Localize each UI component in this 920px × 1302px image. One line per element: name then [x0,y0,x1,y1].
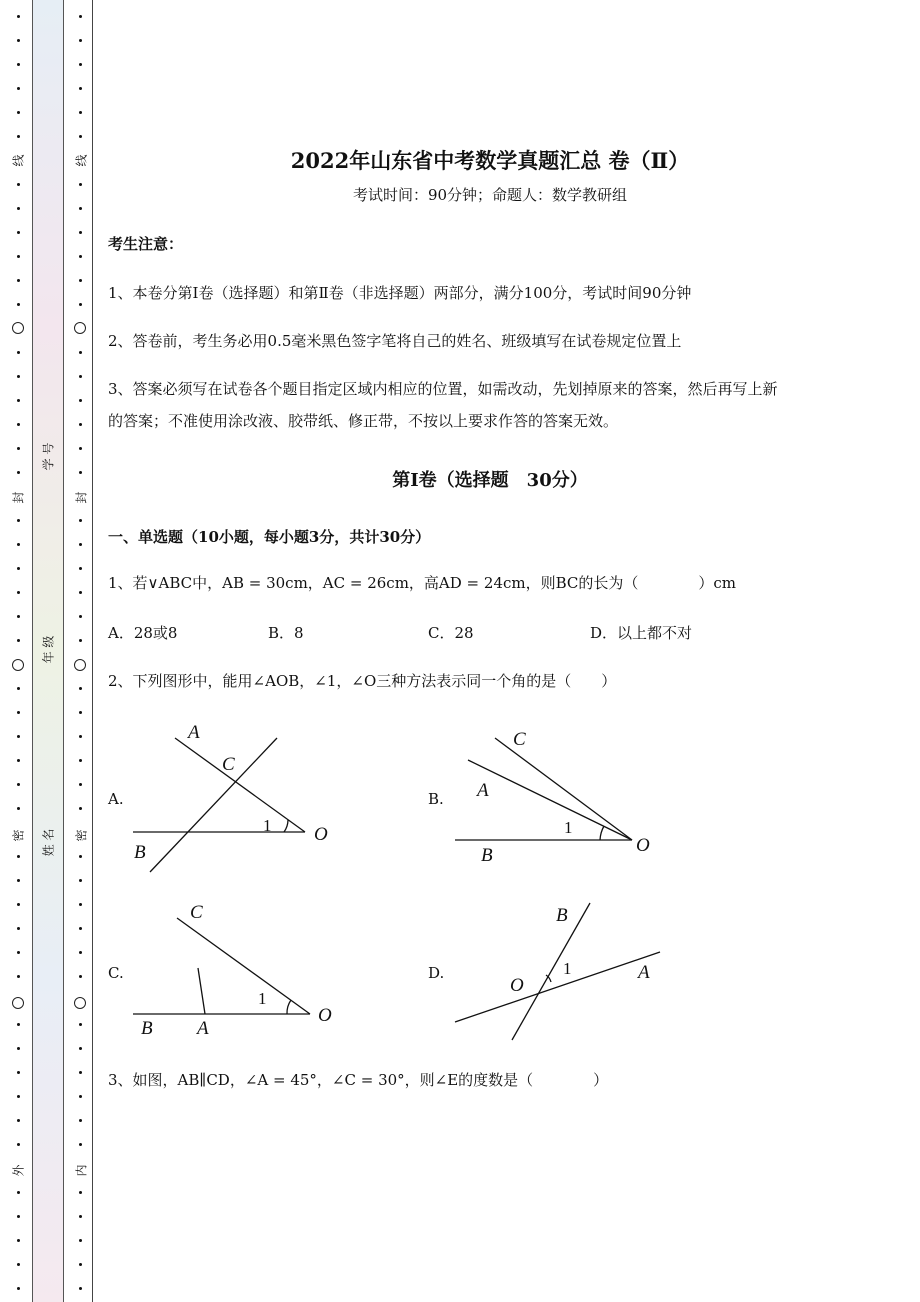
q2-option-d[interactable]: D. [428,964,445,982]
question-2-stem: 2、下列图形中，能用∠AOB，∠1，∠O三种方法表示同一个角的是（ ） [108,672,617,690]
label: B [134,842,146,863]
margin-label: 密 [11,829,26,842]
label: B [141,1018,153,1039]
label: O [510,975,524,996]
section-title: 第I卷（选择题 30分） [392,470,588,491]
notice-heading: 考生注意： [108,235,184,253]
label: B [556,905,568,926]
figure-b [455,729,650,866]
part-heading: 一、单选题（10小题，每小题3分，共计30分） [108,528,431,546]
margin-label: 密 [74,829,89,842]
margin-label: 封 [11,491,26,504]
label: B [481,845,493,866]
label: C [190,902,203,923]
label: O [318,1005,332,1026]
label: C [222,754,235,775]
label: A [638,962,650,983]
margin-label: 线 [11,154,26,167]
grade-label: 年 级 [41,635,56,664]
student-id-label: 学 号 [41,442,56,471]
q2-option-c[interactable]: C. [108,964,124,982]
question-3-stem: 3、如图，AB∥CD，∠A = 45°，∠C = 30°，则∠E的度数是（ ） [108,1071,609,1089]
label: A [188,722,200,743]
notice-item: 2、答卷前，考生务必用0.5毫米黑色签字笔将自己的姓名、班级填写在试卷规定位置上 [108,332,682,350]
label: 1 [564,818,573,837]
margin-label: 内 [74,1164,89,1177]
q1-option-b[interactable]: B．8 [268,624,304,642]
label: O [636,835,650,856]
page-title: 2022年山东省中考数学真题汇总 卷（Ⅱ） [290,148,690,173]
q2-option-b[interactable]: B. [428,790,444,808]
label: C [513,729,526,750]
name-label: 姓 名 [41,828,56,857]
label: 1 [263,816,272,835]
figure-a [133,722,328,872]
question-1-stem: 1、若∨ABC中，AB = 30cm，AC = 26cm，高AD = 24cm，则BC的长为（ ）cm [108,574,737,592]
margin-label: 封 [74,491,89,504]
label: A [197,1018,209,1039]
label: A [477,780,489,801]
notice-item: 的答案；不准使用涂改液、胶带纸、修正带，不按以上要求作答的答案无效。 [108,412,619,430]
notice-item: 1、本卷分第I卷（选择题）和第Ⅱ卷（非选择题）两部分，满分100分，考试时间90分钟 [108,284,692,302]
q2-option-a[interactable]: A. [108,790,124,808]
figure-c [133,902,332,1039]
q1-option-a[interactable]: A．28或8 [108,624,178,642]
notice-item: 3、答案必须写在试卷各个题目指定区域内相应的位置，如需改动，先划掉原来的答案，然后再写上新 [108,380,778,398]
margin-label: 线 [74,154,89,167]
label: 1 [258,989,267,1008]
q1-option-d[interactable]: D．以上都不对 [590,624,693,642]
exam-info: 考试时间：90分钟；命题人：数学教研组 [352,186,628,204]
label: 1 [563,959,572,978]
margin-label: 外 [11,1164,26,1177]
figure-d [455,903,660,1040]
label: O [314,824,328,845]
q1-option-c[interactable]: C．28 [428,624,474,642]
